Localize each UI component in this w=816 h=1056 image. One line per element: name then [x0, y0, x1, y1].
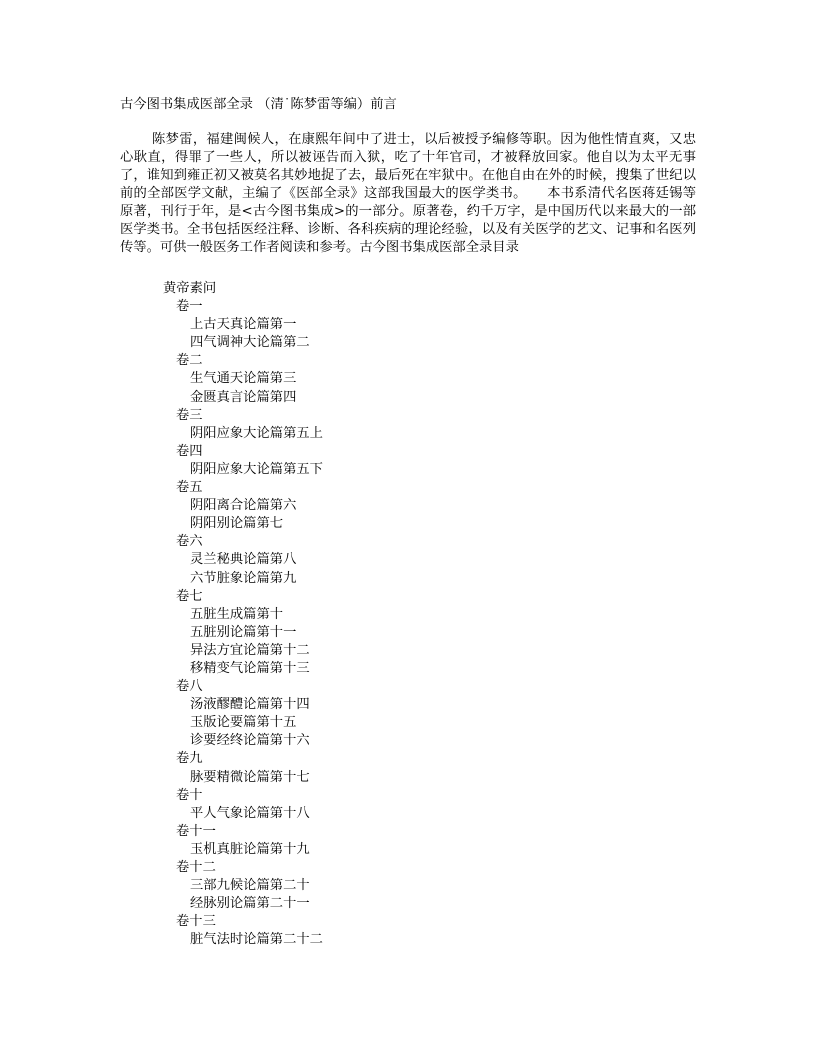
- toc-chapter-item: 阴阳应象大论篇第五下: [190, 461, 323, 477]
- toc-volume-heading: 卷四: [176, 443, 203, 459]
- toc-chapter-item: 诊要经终论篇第十六: [190, 733, 310, 749]
- toc-book-title: 黄帝素问: [163, 281, 217, 296]
- toc-chapter-item: 脏气法时论篇第二十二: [190, 932, 323, 948]
- toc-chapter-item: 五脏生成篇第十: [190, 606, 284, 622]
- toc-volume-heading: 卷七: [176, 588, 203, 604]
- toc-chapter-item: 四气调神大论篇第二: [190, 335, 310, 351]
- toc-volume-heading: 卷十三: [176, 914, 216, 930]
- toc-chapter-item: 阴阳别论篇第七: [190, 516, 284, 532]
- toc-chapter-item: 六节脏象论篇第九: [190, 570, 297, 586]
- toc-chapter-item: 生气通天论篇第三: [190, 371, 297, 387]
- toc-volume-heading: 卷十一: [176, 823, 216, 839]
- toc-chapter-item: 上古天真论篇第一: [190, 317, 297, 333]
- toc-chapter-item: 经脉别论篇第二十一: [190, 896, 310, 912]
- toc-chapter-item: 阴阳应象大论篇第五上: [190, 425, 323, 441]
- toc-volume-heading: 卷二: [176, 353, 203, 369]
- preface-paragraph: 陈梦雷，福建闽候人，在康熙年间中了进士，以后被授予编修等职。因为他性情直爽，又忠心耿直，得罪了一些人，所以被诬告而入狱，吃了十年官司，才被释放回家。他自以为太平无事了，谁知到雍正初又被莫名其妙地捉了去，最后死在牢狱中。在他自由在外的时候，搜集了世纪以前的全部医学文献，主编了《医部全录》这部我国最大的医学类书。 本书系清代名医蒋廷锡等原著，刊行于年，是<古今图书集成>的一部分。原著卷，约千万字，是中国历代以来最大的一部医学类书。全书包括医经注释、诊断、各科疾病的理论经验，以及有关医学的艺文、记事和名医列传等。可供一般医务工作者阅读和参考。古今图书集成医部全录目录: [120, 132, 696, 255]
- toc-chapter-item: 灵兰秘典论篇第八: [190, 552, 297, 568]
- toc-chapter-item: 平人气象论篇第十八: [190, 805, 310, 821]
- toc-chapter-item: 玉版论要篇第十五: [190, 715, 297, 731]
- toc-volume-heading: 卷八: [176, 679, 203, 695]
- toc-chapter-item: 脉要精微论篇第十七: [190, 769, 310, 785]
- toc-chapter-item: 金匮真言论篇第四: [190, 389, 297, 405]
- toc-volume-heading: 卷十二: [176, 860, 216, 875]
- toc-volume-heading: 卷九: [176, 751, 203, 767]
- table-of-contents: [163, 280, 323, 949]
- toc-volume-heading: 卷六: [176, 534, 203, 550]
- toc-volume-list: [163, 298, 323, 949]
- toc-chapter-item: 三部九候论篇第二十: [190, 878, 310, 894]
- document-title: 古今图书集成医部全录 （清˙陈梦雷等编）前言: [120, 97, 397, 112]
- toc-chapter-item: 异法方宜论篇第十二: [190, 642, 310, 658]
- toc-chapter-item: 汤液醪醴论篇第十四: [190, 697, 310, 713]
- toc-volume-heading: 卷五: [176, 480, 203, 496]
- toc-volume-heading: 卷三: [176, 407, 203, 423]
- toc-chapter-item: 移精变气论篇第十三: [190, 660, 310, 676]
- toc-chapter-item: 五脏别论篇第十一: [190, 624, 297, 640]
- toc-volume-heading: 卷一: [176, 299, 203, 315]
- toc-volume-heading: 卷十: [176, 787, 203, 803]
- toc-chapter-item: 阴阳离合论篇第六: [190, 498, 297, 514]
- toc-chapter-item: 玉机真脏论篇第十九: [190, 841, 310, 857]
